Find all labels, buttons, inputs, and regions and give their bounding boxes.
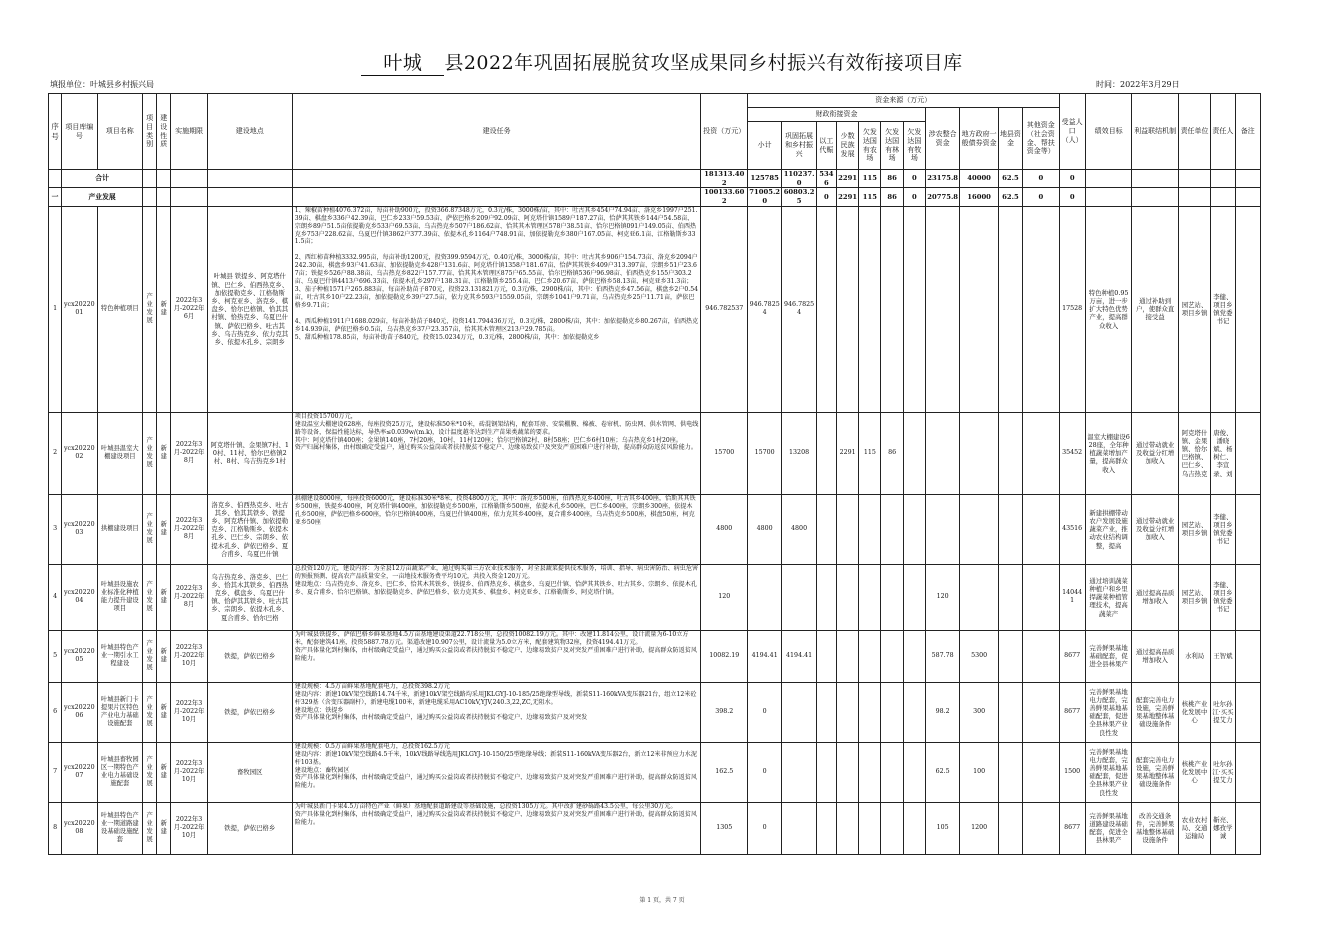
header-area: 地县资金 xyxy=(998,108,1022,170)
row-f4 xyxy=(859,802,881,854)
row-resp-unit: 园艺站、项目乡镇 xyxy=(1178,564,1210,630)
row-benef: 43516 xyxy=(1059,494,1085,564)
row-goal: 通过培训蔬菜种植户和乡里捍蔬菜种植管理技术，提高蔬菜产 xyxy=(1085,564,1132,630)
row-seq: 3 xyxy=(49,494,62,564)
row-location: 乌吉热克乡、洛克乡、巴仁乡、恰其木其铁乡、伯西热克乡、棋盘乡、乌夏巴什镇、恰萨其其铁乡、吐古其乡、宗朗乡、依提木孔乡、夏合甫乡、恰尔巴格 xyxy=(207,564,292,630)
row-agri: 587.78 xyxy=(925,630,959,682)
total-f1: 110237.0 xyxy=(783,170,815,187)
row-seq: 5 xyxy=(49,630,62,682)
row-period: 2022年3月-2022年10月 xyxy=(171,630,207,682)
row-seq: 8 xyxy=(49,802,62,854)
section-f1: 60803.25 xyxy=(783,188,815,206)
row-period: 2022年3月-2022年8月 xyxy=(171,564,207,630)
row-f2 xyxy=(816,630,836,682)
row-subtotal: 15700 xyxy=(747,412,781,494)
row-benef: 35452 xyxy=(1059,412,1085,494)
row-mech: 通过带动就业及收益分红增加收入 xyxy=(1132,412,1179,494)
header-nature: 建设性质 xyxy=(157,94,171,170)
header-name: 项目名称 xyxy=(97,94,143,170)
header-fiscal: 财政衔接资金 xyxy=(747,108,925,122)
row-f4: 115 xyxy=(859,412,881,494)
row-code: ycx2022002 xyxy=(62,412,97,494)
row-f6 xyxy=(903,630,925,682)
row-code: ycx2022004 xyxy=(62,564,97,630)
row-resp-unit: 核桃产业化发展中心 xyxy=(1178,742,1210,802)
row-subtotal: 0 xyxy=(747,742,781,802)
row-f4 xyxy=(859,630,881,682)
row-mech: 配套完善电力设施，完善鲜果基地整体基础设施条件 xyxy=(1132,742,1179,802)
table-row xyxy=(49,494,1261,564)
row-agri: 98.2 xyxy=(925,682,959,742)
row-subtotal xyxy=(747,564,781,630)
row-period: 2022年3月-2022年10月 xyxy=(171,682,207,742)
row-category: 产业发展 xyxy=(143,742,157,802)
row-area xyxy=(998,630,1022,682)
row-location: 阿克塔什镇、金果镇7村、10村、11村、恰尔巴格镇2村、8村、乌吉热克乡1村 xyxy=(207,412,292,494)
row-f3 xyxy=(836,742,858,802)
row-invest: 10082.19 xyxy=(701,630,748,682)
row-agri xyxy=(925,494,959,564)
header-code: 项目库编号 xyxy=(62,94,97,170)
row-f6 xyxy=(903,206,925,412)
row-resp-unit: 园艺站、项目乡镇 xyxy=(1178,494,1210,564)
row-code: ycx2022003 xyxy=(62,494,97,564)
row-resp-person: 李健、项目乡镇党委书记 xyxy=(1211,494,1235,564)
row-location: 铁提，萨依巴格乡 xyxy=(207,802,292,854)
row-other xyxy=(1023,802,1059,854)
header-f5: 欠发达国有林场 xyxy=(881,122,903,170)
row-category: 产业发展 xyxy=(143,494,157,564)
section-local: 16000 xyxy=(960,188,998,206)
row-f1 xyxy=(782,564,816,630)
row-task: 建设规模：0.5万亩鲜果基地配套电力，总投资162.5万元 建设内容：新建10kV架空线路4.5千米，10kV线路导线选用JKLGYJ-10-150/25型绝缘导线；新装S11-160kVA变压器2台，新立12米非预应力水泥杆103基。 建设地点：畜牧园区 资产具体量化到村集体，由村级确定受益户，通过购买公益岗或者扶持脱贫不稳定户、边缘易致贫户及对突发严重困难户进行补助，提高群众防返贫风险能力。 xyxy=(292,742,701,802)
section-f5: 86 xyxy=(881,188,903,206)
row-local xyxy=(960,494,998,564)
row-area xyxy=(998,742,1022,802)
row-other xyxy=(1023,630,1059,682)
total-f5: 86 xyxy=(881,170,903,188)
row-category: 产业发展 xyxy=(143,412,157,494)
row-f1: 946.78254 xyxy=(782,206,816,412)
header-f6: 欠发达国有牧场 xyxy=(903,122,925,170)
total-label: 合计 xyxy=(62,170,143,188)
row-area xyxy=(998,802,1022,854)
total-f2: 5346 xyxy=(816,170,836,188)
row-area xyxy=(998,494,1022,564)
row-f1 xyxy=(782,682,816,742)
row-nature: 新建 xyxy=(157,682,171,742)
row-mech: 通过补助到户，使群众直接受益 xyxy=(1132,206,1179,412)
row-subtotal: 4800 xyxy=(747,494,781,564)
row-category: 产业发展 xyxy=(143,206,157,412)
row-remark xyxy=(1235,412,1260,494)
row-seq: 2 xyxy=(49,412,62,494)
row-f5 xyxy=(881,494,903,564)
header-remark: 备注 xyxy=(1235,94,1260,170)
table-row xyxy=(49,802,1261,854)
row-resp-person: 李健、项目乡镇党委书记 xyxy=(1211,564,1235,630)
row-local: 100 xyxy=(960,742,998,802)
row-area xyxy=(998,682,1022,742)
row-f1: 13208 xyxy=(782,412,816,494)
row-location: 畜牧园区 xyxy=(207,742,292,802)
row-mech: 配套完善电力设施，完善鲜果基地整体基础设施条件 xyxy=(1132,682,1179,742)
row-goal: 完善鲜果基地电力配套，完善鲜果基地基础配套，促进全县林果产业良性发 xyxy=(1085,682,1132,742)
row-agri: 62.5 xyxy=(925,742,959,802)
row-f2 xyxy=(816,412,836,494)
table-row xyxy=(49,630,1261,682)
row-task: 拱棚建设8000座，每座投资6000元，建设标准30米*8米，投资4800万元，其中：洛克乡500座，伯西热克乡400座，吐古其乡400座，恰斯其其铁乡500座，铁提乡400座，阿克塔什镇400座，加依提勒克乡500座，江格勒斯乡500座，依提木孔乡500座，巴仁乡400座，宗朗乡300座，依提木孔乡500座，萨依巴格乡600座，恰尔巴格镇400座，乌夏巴什镇400座，依力克其乡400座，夏合甫乡400座，乌吉热克乡500座，棋盘50座，柯克亚乡50座 xyxy=(292,494,701,564)
row-goal: 完善鲜果基地道路建设基础配套，促进全县林果产 xyxy=(1085,802,1132,854)
row-resp-unit: 核桃产业化发展中心 xyxy=(1178,682,1210,742)
row-period: 2022年3月-2022年6月 xyxy=(171,206,207,412)
row-other xyxy=(1023,494,1059,564)
row-nature: 新建 xyxy=(157,412,171,494)
section-row xyxy=(49,188,1261,206)
row-f5: 86 xyxy=(881,412,903,494)
row-f4 xyxy=(859,682,881,742)
row-benef: 1500 xyxy=(1059,742,1085,802)
report-date: 时间：2022年3月29日 xyxy=(1096,80,1180,89)
row-name: 叶城县特色产业一期引水工程建设 xyxy=(97,630,143,682)
row-local xyxy=(960,564,998,630)
row-name: 叶城县畜牧园区一期特色产业电力基础设施配套 xyxy=(97,742,143,802)
total-row xyxy=(49,170,1261,188)
header-benef: 受益人口（人） xyxy=(1059,94,1085,170)
row-category: 产业发展 xyxy=(143,630,157,682)
row-f4 xyxy=(859,206,881,412)
row-resp-unit: 农业农村局、交通运输局 xyxy=(1178,802,1210,854)
section-seq: 一 xyxy=(49,188,62,206)
row-subtotal: 0 xyxy=(747,682,781,742)
table-row xyxy=(49,564,1261,630)
row-seq: 4 xyxy=(49,564,62,630)
row-f5 xyxy=(881,802,903,854)
row-f6 xyxy=(903,494,925,564)
row-f4 xyxy=(859,494,881,564)
row-mech: 通过提高品质增加收入 xyxy=(1132,564,1179,630)
row-remark xyxy=(1235,682,1260,742)
header-f2: 以工代赈 xyxy=(816,122,836,170)
row-f2 xyxy=(816,682,836,742)
header-period: 实施期限 xyxy=(171,94,207,170)
row-f1: 4800 xyxy=(782,494,816,564)
row-goal: 新建拱棚带动农户发展设施蔬菜产业，推动农业结构调整，提高 xyxy=(1085,494,1132,564)
header-subtotal: 小计 xyxy=(747,122,781,170)
total-benef: 0 xyxy=(1059,170,1085,188)
row-f3 xyxy=(836,494,858,564)
row-invest: 4800 xyxy=(701,494,748,564)
section-f4: 115 xyxy=(859,188,881,206)
row-area xyxy=(998,206,1022,412)
row-name: 叶城县设施农业标准化种植能力提升建设项目 xyxy=(97,564,143,630)
header-local: 地方政府一般债券资金 xyxy=(960,108,998,170)
row-seq: 6 xyxy=(49,682,62,742)
total-subtotal: 125785 xyxy=(747,170,781,188)
row-other xyxy=(1023,564,1059,630)
row-category: 产业发展 xyxy=(143,802,157,854)
row-resp-person: 吐尔孙江·买买提艾力 xyxy=(1211,682,1235,742)
row-f2 xyxy=(816,494,836,564)
row-task: 项目投资15700万元， 建设温室大棚建设628座，每座投资25万元，建设标准50米*10米，砖混钢架结构，配套耳房、安装棚膜、棉被、卷帘机、防虫网、供水管网、供电线路等设备，保温性能达标，导热率≤0.039w/(m.k)，设计温度越冬达到生产苗果类蔬菜的要求。 其中：阿克塔什镇400座；金果镇140座，7村20座、10村、11村120座；恰尔巴格镇2村、8村58座；巴仁乡6村10座；乌吉热克乡1村20座。 资产归属村集体，由村级确定受益户，通过购买公益岗或者扶持脱贫不稳定户、边缘易致贫户及突发严重困难户进行补助，提高群众防返贫风险能力。 xyxy=(292,412,701,494)
row-code: ycx2022006 xyxy=(62,682,97,742)
row-subtotal: 4194.41 xyxy=(747,630,781,682)
row-goal: 完善鲜果基地电力配套，完善鲜果基地基础配套，促进全县林果产业良性发 xyxy=(1085,742,1132,802)
row-f1 xyxy=(782,802,816,854)
row-f3 xyxy=(836,564,858,630)
table-row xyxy=(49,206,1261,412)
row-seq: 7 xyxy=(49,742,62,802)
row-nature: 新建 xyxy=(157,564,171,630)
row-benef: 8677 xyxy=(1059,682,1085,742)
row-local: 300 xyxy=(960,682,998,742)
section-area: 62.5 xyxy=(998,188,1022,206)
row-task: 为叶城县铁提乡、萨依巴格乡鲜果基地4.5万亩基地建设渠道22.718公里，总投资10082.19万元。其中：改建11.814公里，设计流量为6-10立方米，配套建筑41座，投资5887.78万元。渠道改建10.907公里，设计流量为5.0立方米，配套建筑物32座，投资4194.41万元。 资产具体量化到村集体，由村级确定受益户，通过购买公益岗或者扶持脱贫不稳定户、边缘易致贫户及对突发严重困难户进行补助，提高群众防返贫风险能力。 xyxy=(292,630,701,682)
row-nature: 新建 xyxy=(157,206,171,412)
row-task: 建设规模：4.5万亩鲜果基地配套电力，总投资398.2万元 建设内容：新建10kV架空线路14.74千米，新建10kV架空线路均采用JKLGYJ-10-185/25绝缘型导线，新装S11-160kVA变压器21台，组立12米砼杆329基（含变压器副杆），新建电缆100米，新建电缆采用AC10kV,YJV,240.3,22,ZC,无阻水。 建设地点：铁提乡 资产具体量化到村集体，由村级确定受益户，通过购买公益岗或者扶持脱贫不稳定户、边缘易致贫户及对突发 xyxy=(292,682,701,742)
header-f4: 欠发达国有农场 xyxy=(859,122,881,170)
header-task: 建设任务 xyxy=(292,94,701,170)
section-agri: 20775.8 xyxy=(925,188,959,206)
row-resp-person: 吐尔孙江·买买提艾力 xyxy=(1211,742,1235,802)
row-benef: 8677 xyxy=(1059,630,1085,682)
row-f4 xyxy=(859,564,881,630)
reporting-unit: 填报单位：叶城县乡村振兴局 xyxy=(50,80,154,89)
row-area xyxy=(998,564,1022,630)
row-f5 xyxy=(881,742,903,802)
row-goal: 温室大棚建设628座，全年种植蔬菜增加产量，提高群众收入 xyxy=(1085,412,1132,494)
row-f2 xyxy=(816,564,836,630)
row-mech: 通过带动就业及收益分红增加收入 xyxy=(1132,494,1179,564)
row-resp-unit: 水利局 xyxy=(1178,630,1210,682)
row-code: ycx2022007 xyxy=(62,742,97,802)
section-subtotal: 71005.20 xyxy=(749,188,781,206)
row-code: ycx2022001 xyxy=(62,206,97,412)
row-invest: 946.782537 xyxy=(701,206,748,412)
total-area: 62.5 xyxy=(998,170,1022,188)
row-nature: 新建 xyxy=(157,742,171,802)
header-location: 建设地点 xyxy=(207,94,292,170)
total-invest: 181313.402 xyxy=(701,170,748,188)
total-f4: 115 xyxy=(859,170,881,188)
row-f5 xyxy=(881,630,903,682)
row-task: 总投资120万元，建设内容：为全县12万亩蔬菜产业，通过购买第三方农业技术服务，对全县蔬菜提供技术服务，培训、指导、病虫害防治、病虫危害的预报预测、提高农产品质量安全，一亩地技术服务费平均10元，共投入资金120万元。 建设地点：乌吉热克乡、洛克乡、巴仁乡、恰其木其铁乡、铁提乡、伯西热克乡、棋盘乡、乌夏巴什镇、恰萨其其铁乡、吐古其乡、宗朗乡、依提木孔乡、夏合甫乡、恰尔巴格镇、加依提勒克乡、萨依巴格乡、依力克其乡、棋盘乡、柯克亚乡、江格勒斯乡、阿克塔什镇。 xyxy=(292,564,701,630)
row-code: ycx2022005 xyxy=(62,630,97,682)
row-location: 叶城县 铁提乡、阿克塔什镇、巴仁乡、伯西热克乡、加依提勒克乡、江格勒斯乡、柯克亚乡、洛克乡、棋盘乡、恰尔巴格镇、恰其其村镇、恰热克乡、乌夏巴什镇、萨依巴格乡、吐古其乡、乌吉热克乡、依力克其乡、依提木孔乡、宗朗乡 xyxy=(207,206,292,412)
table-row xyxy=(49,682,1261,742)
header-f1: 巩固拓展和乡村振兴 xyxy=(782,122,816,170)
row-name: 叶城县温室大棚建设项目 xyxy=(97,412,143,494)
row-f3: 2291 xyxy=(836,412,858,494)
row-location: 洛克乡、伯西热克乡、吐古其乡、恰其其铁乡、铁提乡、阿克塔什镇、加依提勒克乡、江格勒斯乡、依提木孔乡、巴仁乡、宗朗乡、依提木孔乡、萨依巴格乡、夏合甫乡、乌夏巴什镇 xyxy=(207,494,292,564)
row-invest: 1305 xyxy=(701,802,748,854)
row-f2 xyxy=(816,802,836,854)
row-subtotal: 0 xyxy=(747,802,781,854)
row-benef: 8677 xyxy=(1059,802,1085,854)
page-footer: 第 1 页，共 7 页 xyxy=(639,897,685,904)
row-invest: 15700 xyxy=(701,412,748,494)
row-f6 xyxy=(903,412,925,494)
row-location: 铁提，萨依巴格乡 xyxy=(207,682,292,742)
row-other xyxy=(1023,412,1059,494)
title-county: 叶城 xyxy=(361,48,444,76)
row-f3 xyxy=(836,206,858,412)
row-resp-person: 王智斌 xyxy=(1211,630,1235,682)
header-funding-source: 资金来源（万元） xyxy=(747,94,1059,108)
row-location: 铁提，萨依巴格乡 xyxy=(207,630,292,682)
row-f3 xyxy=(836,802,858,854)
section-label: 产业发展 xyxy=(62,188,143,206)
row-benef: 140441 xyxy=(1059,564,1085,630)
row-agri xyxy=(925,206,959,412)
row-subtotal: 946.78254 xyxy=(747,206,781,412)
row-local: 1200 xyxy=(960,802,998,854)
row-f5 xyxy=(881,682,903,742)
row-name: 叶城县新门卡提果片区特色产业电力基础设施配套 xyxy=(97,682,143,742)
row-resp-person: 唐俊、潘晓斌、杨树仁、李宣录、刘 xyxy=(1211,412,1235,494)
header-mech: 利益联结机制 xyxy=(1132,94,1179,170)
total-other: 0 xyxy=(1023,170,1059,188)
row-agri: 120 xyxy=(925,564,959,630)
row-agri: 105 xyxy=(925,802,959,854)
row-f6 xyxy=(903,564,925,630)
total-f6: 0 xyxy=(903,170,925,188)
row-remark xyxy=(1235,802,1260,854)
header-agri: 涉农整合资金 xyxy=(925,108,959,170)
section-invest: 100133.602 xyxy=(701,188,748,206)
header-resp-person: 责任人 xyxy=(1211,94,1235,170)
header-f3: 少数民族发展 xyxy=(836,122,858,170)
row-remark xyxy=(1235,630,1260,682)
section-f2: 0 xyxy=(816,188,836,206)
row-f6 xyxy=(903,682,925,742)
table-row xyxy=(49,412,1261,494)
total-agri: 23175.8 xyxy=(925,170,959,188)
header-category: 项目类别 xyxy=(143,94,157,170)
header-invest: 投资（万元） xyxy=(701,94,748,170)
row-mech: 改善交通条件，完善鲜果基地整体基础设施条件 xyxy=(1132,802,1179,854)
section-benef: 0 xyxy=(1059,188,1085,206)
row-period: 2022年3月-2022年10月 xyxy=(171,742,207,802)
row-remark xyxy=(1235,494,1260,564)
header-other: 其他资金（社会资金、帮扶资金等） xyxy=(1023,108,1059,170)
row-invest: 162.5 xyxy=(701,742,748,802)
row-period: 2022年3月-2022年8月 xyxy=(171,494,207,564)
row-goal: 特色种植0.95万亩，进一步扩大特色优势产业，提高群众收入 xyxy=(1085,206,1132,412)
row-nature: 新建 xyxy=(157,494,171,564)
row-task: 为叶城县新门卡果4.5万亩特色产业（鲜果）基地配套道路建设等基础设施，总投资1305万元。其中改扩建砂砾路43.5公里，每公里30万元。 资产具体量化到村集体，由村级确定受益户，通过购买公益岗或者扶持脱贫不稳定户、边缘易致贫户及对突发严重困难户进行补助，提高群众防返贫风险能力。 xyxy=(292,802,701,854)
row-f3 xyxy=(836,630,858,682)
row-name: 特色种植项目 xyxy=(97,206,143,412)
section-f3: 2291 xyxy=(836,188,858,206)
row-local xyxy=(960,412,998,494)
total-f3: 2291 xyxy=(836,170,858,188)
header-seq: 序号 xyxy=(49,94,62,170)
table-row xyxy=(49,742,1261,802)
row-f2 xyxy=(816,206,836,412)
row-agri xyxy=(925,412,959,494)
row-f6 xyxy=(903,742,925,802)
header-goal: 绩效目标 xyxy=(1085,94,1132,170)
row-f5 xyxy=(881,564,903,630)
row-f2 xyxy=(816,742,836,802)
row-period: 2022年3月-2022年8月 xyxy=(171,412,207,494)
row-code: ycx2022008 xyxy=(62,802,97,854)
row-resp-person: 靳亮、娜孜学诚 xyxy=(1211,802,1235,854)
document-title xyxy=(0,48,1324,76)
section-f6: 0 xyxy=(903,188,925,206)
row-benef: 17528 xyxy=(1059,206,1085,412)
row-period: 2022年3月-2022年10月 xyxy=(171,802,207,854)
row-other xyxy=(1023,206,1059,412)
row-nature: 新建 xyxy=(157,630,171,682)
row-remark xyxy=(1235,742,1260,802)
row-resp-unit: 阿克塔什镇、金果镇、恰尔巴格镇、巴仁乡、乌吉热克 xyxy=(1178,412,1210,494)
row-category: 产业发展 xyxy=(143,682,157,742)
row-task: 1、辣椒苗种植4076.372亩，每亩补助900元，投资366.87348万元，0.3元/株，3000株/亩，其中：吐古其乡454户74.94亩、洛克乡1997户251.39亩、棋盘乡336户42.39亩、巴仁乡233户59.53亩、萨依巴格乡209户92.09亩、阿克塔什镇1589户187.27亩、恰萨其其铁乡144户54.58亩、宗朗乡89户51.5亩依提勒克乡533户69.53亩、乌吉热克乡507户186.62亩、恰其其木管理区578户38.51亩、恰尔巴格镇091户149.05亩、伯西热克乡753户228.62亩、乌夏巴什镇3862户377.39亩、依提木孔乡1164户748.91亩、加依提勒克乡380户167.05亩、柯克亚6.1亩、江格勒斯乡331.5亩； 2、西红柿苗种植3332.995亩，每亩补助1200元，投资399.9594万元，0.40元/株，3000株/亩，其中：吐古其乡906户154.73亩、洛克乡2094户242.30亩、棋盘乡93户41.63亩、加依提勒克乡428户131.6亩、阿克塔什镇1358户181.67亩、恰萨其其铁乡409户313.397亩、宗朗乡51户23.67亩；铁提乡526户88.38亩、乌吉热克乡822户157.77亩、恰其其木管理区875户65.55亩、恰尔巴格镇536户96.98亩、伯西热克乡155户303.2亩、乌夏巴什镇4413户696.33亩、依提木孔乡297户138.31亩、江格勒斯乡255.4亩、巴仁乡20.67亩、萨依巴格乡58.13亩、柯克亚乡31.3亩； 3、茄子种植1571户265.883亩，每亩补助苗子870元，投资23.131821万元，0.3元/株，2900株/亩，其中：伯西热克乡47.56亩，棋盘乡2户0.54亩，吐古其乡10户22.23亩，加依提勒克乡39户27.5亩，依力克其乡593户1559.05亩，宗朗乡1041户9.71亩，乌吉热克乡25户11.71亩，萨依巴格乡9.71亩； 4、西瓜种植1911户1688.029亩，每亩补助苗子840元，投资141.794436万元，0.3元/株，2800株/亩，其中：加依提勒克乡80.267亩，伯西热克乡14.939亩，萨依巴格乡0.5亩，乌吉热克乡37户23.357亩，恰其其木管理区213户29.785亩。 5、甜瓜种植178.85亩，每亩补助苗子840元，投资15.0234万元，0.3元/株，2800株/亩，其中：加依提勒克乡 xyxy=(292,206,701,412)
section-other: 0 xyxy=(1023,188,1059,206)
row-f1 xyxy=(782,742,816,802)
row-category: 产业发展 xyxy=(143,564,157,630)
row-name: 拱棚建设项目 xyxy=(97,494,143,564)
row-f1: 4194.41 xyxy=(782,630,816,682)
row-remark xyxy=(1235,564,1260,630)
row-other xyxy=(1023,742,1059,802)
row-area xyxy=(998,412,1022,494)
row-local: 5300 xyxy=(960,630,998,682)
row-mech: 通过提高品质增加收入 xyxy=(1132,630,1179,682)
header-resp-unit: 责任单位 xyxy=(1178,94,1210,170)
row-nature: 新建 xyxy=(157,802,171,854)
row-local xyxy=(960,206,998,412)
row-invest: 120 xyxy=(701,564,748,630)
title-text: 县2022年巩固拓展脱贫攻坚成果同乡村振兴有效衔接项目库 xyxy=(444,52,963,74)
row-f3 xyxy=(836,682,858,742)
total-local: 40000 xyxy=(960,170,998,188)
project-table xyxy=(48,93,1261,855)
row-invest: 398.2 xyxy=(701,682,748,742)
row-name: 叶城县特色产业一期道路建设基础设施配套 xyxy=(97,802,143,854)
row-seq: 1 xyxy=(49,206,62,412)
row-resp-person: 李健、项目乡镇党委书记 xyxy=(1211,206,1235,412)
row-f6 xyxy=(903,802,925,854)
row-f4 xyxy=(859,742,881,802)
row-resp-unit: 园艺站、项目乡镇 xyxy=(1178,206,1210,412)
row-remark xyxy=(1235,206,1260,412)
row-goal: 完善鲜果基地基础配套，促进全县林果产 xyxy=(1085,630,1132,682)
row-f5 xyxy=(881,206,903,412)
row-other xyxy=(1023,682,1059,742)
